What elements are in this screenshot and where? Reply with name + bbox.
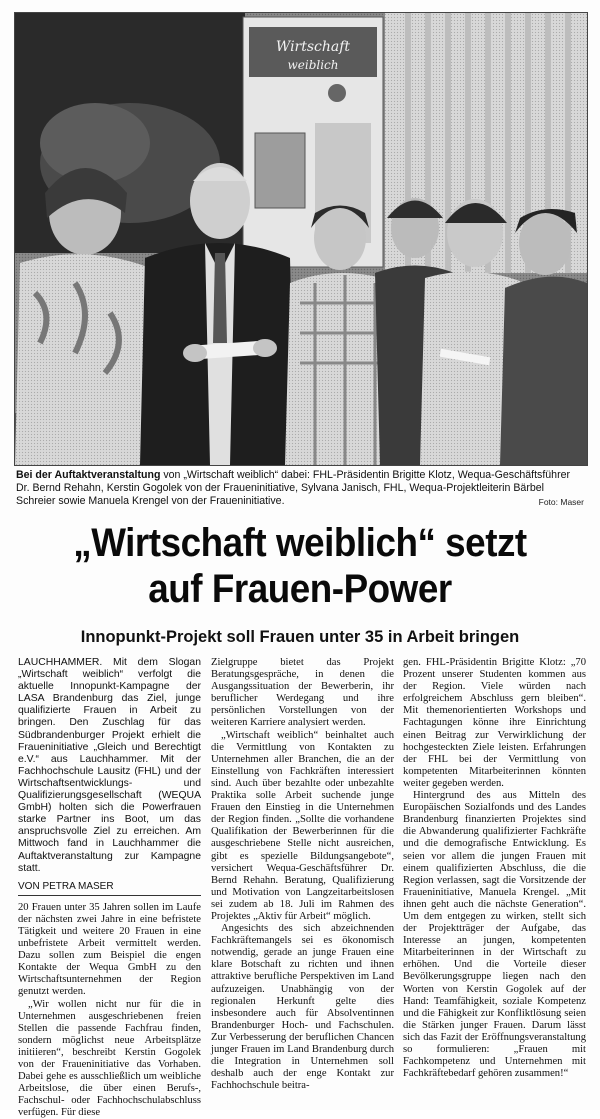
paragraph: „Wir wollen nicht nur für die in Unternehmen ausgeschriebenen freien Stellen die passende Fachfrau finden, sondern möglichst neue Arbeitsplätze initiieren“, beschreibt Kerstin Gogolek von der Fraueninitiative das Vorhaben. Dabei gehe es ausschließlich um weibliche Arbeitslose, die über einen Berufs-, Fachschul- oder Fachhochschulabschluss verfügen. Für diese: [18, 998, 201, 1119]
paragraph: Hintergrund des aus Mitteln des Europäischen Sozialfonds und des Landes Brandenburg finanzierten Projektes sind die Abwanderung qualifizierter Fachkräfte und die demografische Entwicklung. Es seien vor allem die jungen Frauen mit einem qualifizierten Abschluss, die die Region verlassen, sagt die Vorsitzende der Fraueninitiative, Manuela Krengel. „Mit ihnen geht auch die nächste Generation“. Um dem entgegen zu wirken, stellt sich der Projektträger der Aufgabe, das Interesse an jungen, kompetenten Mitarbeiterinnen in der Wirtschaft zu erhöhen. Und die Vorteile dieser Bevölkerungsgruppe liegen nach den Worten von Kerstin Gogolek auf der Hand: Teamfähigkeit, soziale Kompetenz und die Fähigkeit zur Konfliktlösung seien die Stärken junger Frauen. Darum lässt sich das Fazit der Eröffnungsveranstaltung so formulieren: „Frauen mit Fachkompetenz und Unternehmen mit Fachkräftebedarf gehören zusammen!“: [403, 790, 586, 1080]
banner-text-1: Wirtschaft: [275, 39, 351, 55]
photo-caption: [16, 469, 586, 508]
headline: [24, 520, 576, 612]
paragraph: „Wirtschaft weiblich“ beinhaltet auch die Vermittlung von Kontakten zu Unternehmen aller Branchen, die an der Einstellung von Fachkräften interessiert sind. Auch über bezahlte oder unbezahlte Praktika solle Arbeit suchende junge Frauen den Einstieg in die Unternehmen der Region finden. „Sollte die vorhandene Qualifikation der Bewerberinnen für die ausgeschriebene Stelle nicht ausreichen, gibt es spezielle Bildungsangebote“, versichert Wequa-Geschäftsführer Dr. Bernd Rehahn. Beratung, Qualifizierung und Motivation von Langzeitarbeitslosen sei zudem ab 18. Juli im Rahmen des Projektes „Aktiv für Arbeit“ möglich.: [211, 729, 394, 922]
paragraph: 20 Frauen unter 35 Jahren sollen im Laufe der nächsten zwei Jahre in eine befristete Tätigkeit und weitere 20 Frauen in eine unbefristete Arbeit vermittelt werden. Dazu sollen zum Beispiel die engen Kontakte der Wequa GmbH zu den Wirtschaftsunternehmen der Region genutzt werden.: [18, 901, 201, 998]
photo-credit: Foto: Maser: [538, 497, 584, 507]
article-photo: [14, 12, 588, 466]
article-lead: LAUCHHAMMER. Mit dem Slogan „Wirtschaft weiblich“ verfolgt die aktuelle Innopunkt-Kampagne der LASA Brandenburg das Ziel, junge qualifizierte Frauen in Arbeit zu bringen. Den Zuschlag für das Südbrandenburger Projekt erhielt die Fraueninitiative „Gleich und Berechtigt e.V.“ aus Lauchhammer. Mit der Fachhochschule Lausitz (FHL) und der Wirtschaftsentwicklungs- und Qualifizierungsgesellschaft (WEQUA GmbH) holten sich die Powerfrauen starke Partner ins Boot, um das anspruchsvolle Ziel zu erreichen. Am Mittwoch fand in Lauchhammer die Auftaktveranstaltung zur Kampagne statt.: [18, 657, 201, 874]
photo-illustration: [15, 13, 587, 465]
paragraph: Zielgruppe bietet das Projekt Beratungsgespräche, in denen die Ausgangssituation der Bewerberin, ihr beruflicher Werdegang und ihre persönlichen Vorstellungen von der weiteren Karriere analysiert werden.: [211, 657, 394, 729]
article-column-1: [18, 657, 201, 1119]
headline-line-1: „Wirtschaft weiblich“ setzt: [73, 521, 527, 565]
author-byline: VON PETRA MASER: [18, 881, 201, 896]
article-column-3: [403, 657, 586, 1080]
paragraph: Angesichts des sich abzeichnenden Fachkräftemangels sei es ökonomisch notwendig, gerade an junge Frauen eine klare Botschaft zu richten und ihnen attraktive berufliche Perspektiven im Land aufzuzeigen. Unabhängig von der regionalen Herkunft gelte dies insbesondere auch für Absolventinnen Brandenburger Hoch- und Fachschulen. Zur Verbesserung der beruflichen Chancen junger Frauen im Land Brandenburg durch die Integration in Unternehmen soll deshalb auch der enge Kontakt zur Fachhochschule beitra-: [211, 923, 394, 1092]
caption-text: von „Wirtschaft weiblich“ dabei: FHL-Präsidentin Brigitte Klotz, Wequa-Geschäftsführer Dr. Bernd Rehahn, Kerstin Gogolek von der Fraueninitiative, Sylvana Janisch, FHL, Wequa-Projektleiterin Bärbel Schreier sowie Manuela Krengel von der Fraueninitiative.: [16, 469, 571, 507]
article-column-2: [211, 657, 394, 1092]
paragraph: gen. FHL-Präsidentin Brigitte Klotz: „70 Prozent unserer Studenten kommen aus der Region. Viele würden nach erfolgreichem Abschluss gern bleiben“. Mit themenorientierten Workshops und Fachtagungen könne ihre Einrichtung einen Beitrag zur Verwirklichung der hochgesteckten Ziele leisten. Erfahrungen der FHL bei der Vermittlung von kompetenten Mitarbeiterinnen könnten weiter gegeben werden.: [403, 657, 586, 789]
caption-bold: Bei der Auftaktveranstaltung: [16, 469, 161, 481]
headline-line-2: auf Frauen-Power: [148, 567, 452, 611]
banner-text-2: weiblich: [287, 58, 339, 72]
subheadline: Innopunkt-Projekt soll Frauen unter 35 in Arbeit bringen: [80, 628, 520, 646]
